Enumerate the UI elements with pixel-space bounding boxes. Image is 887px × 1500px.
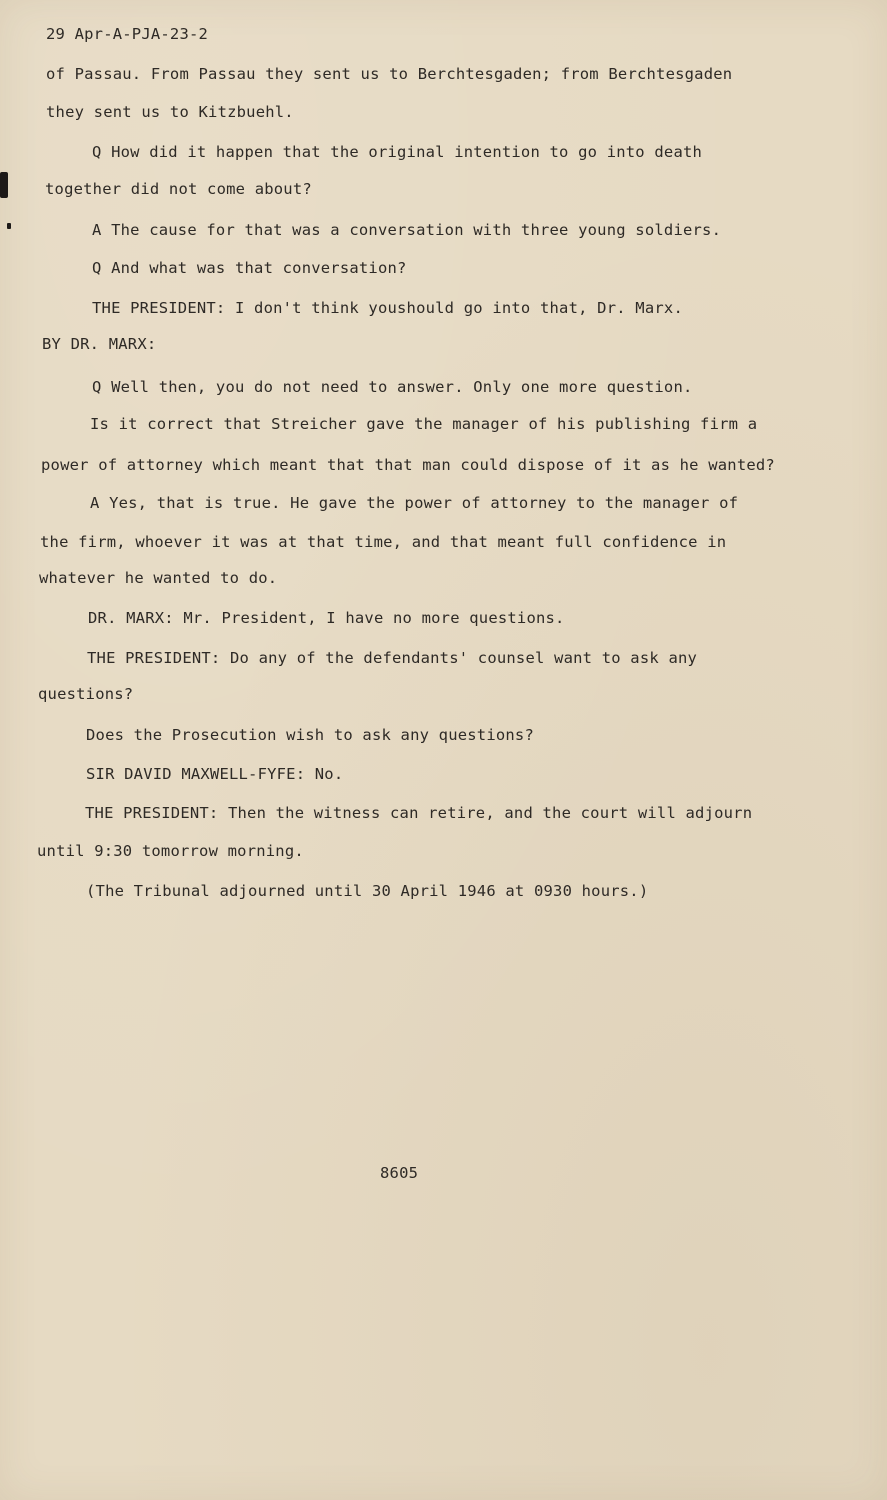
question-line: Q Well then, you do not need to answer. Only one more question.: [92, 378, 693, 396]
answer-line: A Yes, that is true. He gave the power of attorney to the manager of: [90, 494, 739, 512]
speaker-line: THE PRESIDENT: I don't think youshould go into that, Dr. Marx.: [92, 299, 683, 317]
question-line: Q How did it happen that the original intention to go into death: [92, 143, 703, 161]
question-line: Q And what was that conversation?: [92, 259, 407, 277]
answer-line: A The cause for that was a conversation with three young soldiers.: [92, 221, 722, 239]
text-line: Does the Prosecution wish to ask any questions?: [86, 726, 534, 744]
text-line: together did not come about?: [45, 180, 312, 198]
page-number: 8605: [380, 1164, 419, 1182]
margin-mark: [7, 223, 11, 229]
margin-mark: [0, 172, 8, 198]
text-line: until 9:30 tomorrow morning.: [37, 842, 304, 860]
text-line: of Passau. From Passau they sent us to Berchtesgaden; from Berchtesgaden: [46, 65, 733, 83]
speaker-line: THE PRESIDENT: Then the witness can retire, and the court will adjourn: [85, 804, 753, 822]
speaker-line: THE PRESIDENT: Do any of the defendants' counsel want to ask any: [87, 649, 698, 667]
text-line: Is it correct that Streicher gave the manager of his publishing firm a: [90, 415, 758, 433]
text-line: they sent us to Kitzbuehl.: [46, 103, 294, 121]
speaker-heading: BY DR. MARX:: [42, 335, 157, 353]
text-line: questions?: [38, 685, 134, 703]
page-header: 29 Apr-A-PJA-23-2: [46, 25, 209, 43]
speaker-line: DR. MARX: Mr. President, I have no more questions.: [88, 609, 565, 627]
text-line: power of attorney which meant that that man could dispose of it as he wanted?: [41, 456, 775, 474]
closing-line: (The Tribunal adjourned until 30 April 1946 at 0930 hours.): [86, 882, 649, 900]
speaker-line: SIR DAVID MAXWELL-FYFE: No.: [86, 765, 344, 783]
text-line: the firm, whoever it was at that time, and that meant full confidence in: [40, 533, 727, 551]
text-line: whatever he wanted to do.: [39, 569, 278, 587]
